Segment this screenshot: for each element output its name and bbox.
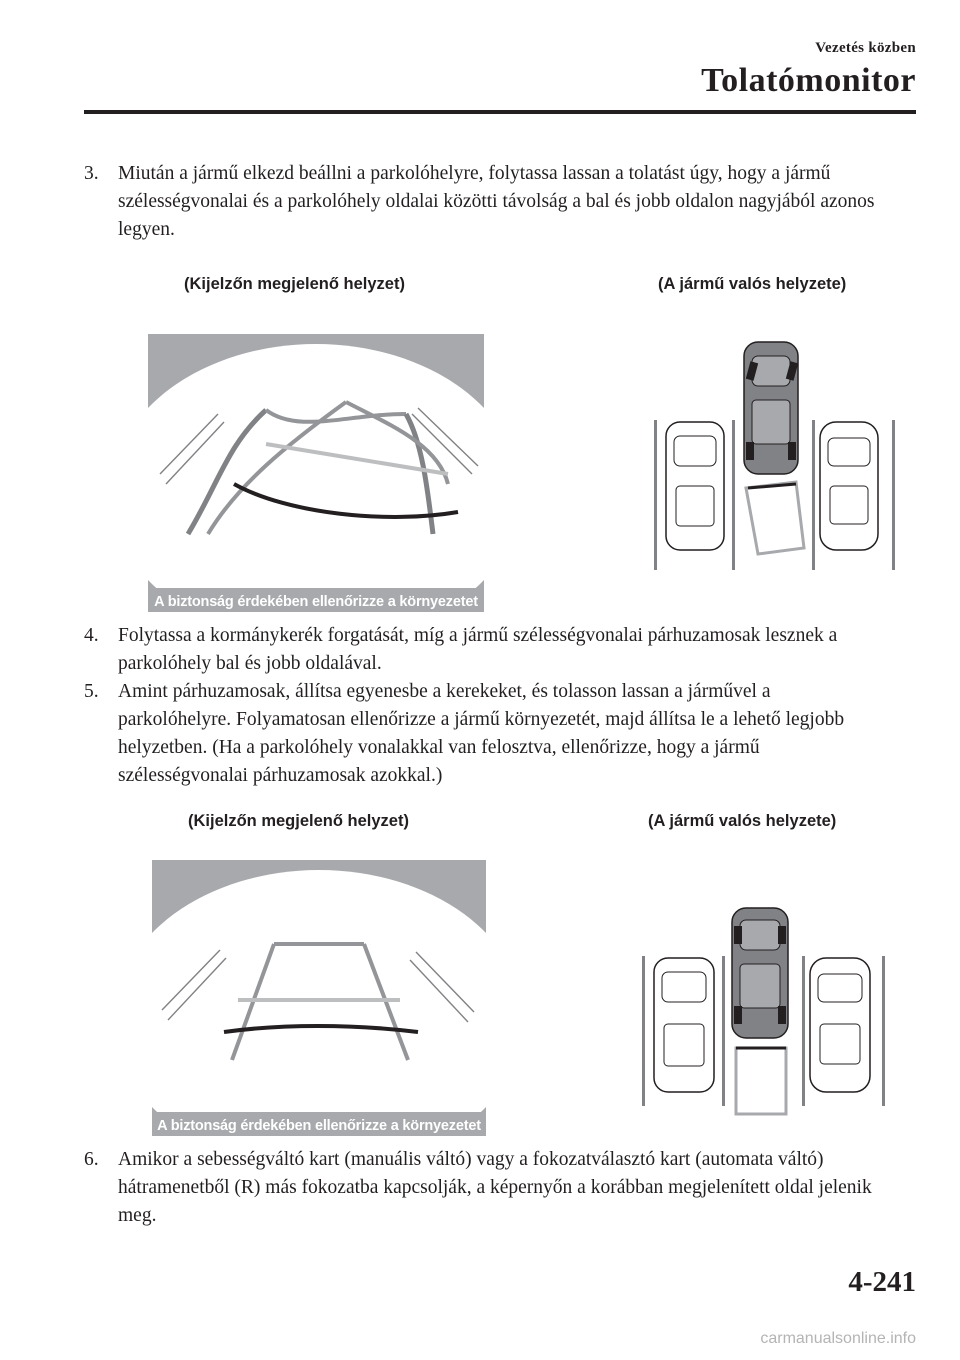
vehicle-position-illustration-1 [648, 336, 910, 576]
camera-view-illustration-2 [152, 860, 486, 1136]
watermark: carmanualsonline.info [760, 1330, 916, 1347]
safety-warning-2: A biztonság érdekében ellenőrizze a környezetet [157, 1118, 481, 1134]
chapter-title: Tolatómonitor [701, 62, 916, 99]
header-rule [84, 110, 916, 114]
section-label: Vezetés közben [815, 40, 916, 56]
step-number: 5. [84, 681, 99, 702]
vehicle-caption-2: (A jármű valós helyzete) [648, 812, 837, 830]
step-number: 6. [84, 1149, 99, 1170]
step-6 [84, 1146, 884, 1230]
step-text: Miután a jármű elkezd beállni a parkolóhelyre, folytassa lassan a tolatást úgy, hogy a jármű szélességvonalai és a parkolóhely oldalai közötti távolság a bal és jobb oldalon nagyjából azonos legyen. [118, 163, 875, 240]
step-text: Amikor a sebességváltó kart (manuális váltó) vagy a fokozatválasztó kart (automata váltó) hátramenetből (R) más fokozatba kapcsolják, a képernyőn a korábban megjelenített oldal jelenik meg. [118, 1149, 872, 1226]
step-5 [84, 678, 884, 790]
screen-caption-1: (Kijelzőn megjelenő helyzet) [184, 275, 405, 293]
step-text: Folytassa a kormánykerék forgatását, míg a jármű szélességvonalai párhuzamosak lesznek a parkolóhely bal és jobb oldalával. [118, 625, 838, 674]
step-number: 4. [84, 625, 99, 646]
vehicle-caption-1: (A jármű valós helyzete) [658, 275, 847, 293]
camera-screen-2 [152, 860, 486, 1136]
step-3 [84, 160, 884, 244]
step-text: Amint párhuzamosak, állítsa egyenesbe a kerekeket, és tolasson lassan a járművel a parkolóhelyre. Folyamatosan ellenőrizze a jármű környezetét, majd állítsa le a lehető legjobb helyzetben. (Ha a parkolóhely vonalakkal van felosztva, ellenőrizze, hogy a jármű szélességvonalai párhuzamosak azokkal.) [118, 681, 845, 786]
vehicle-position-illustration-2 [636, 906, 900, 1122]
camera-view-illustration-1 [148, 334, 484, 612]
safety-warning-1: A biztonság érdekében ellenőrizze a környezetet [154, 594, 478, 610]
step-number: 3. [84, 163, 99, 184]
screen-caption-2: (Kijelzőn megjelenő helyzet) [188, 812, 409, 830]
page-number: 4-241 [848, 1266, 916, 1298]
camera-screen-1 [148, 334, 484, 612]
step-4 [84, 622, 884, 678]
